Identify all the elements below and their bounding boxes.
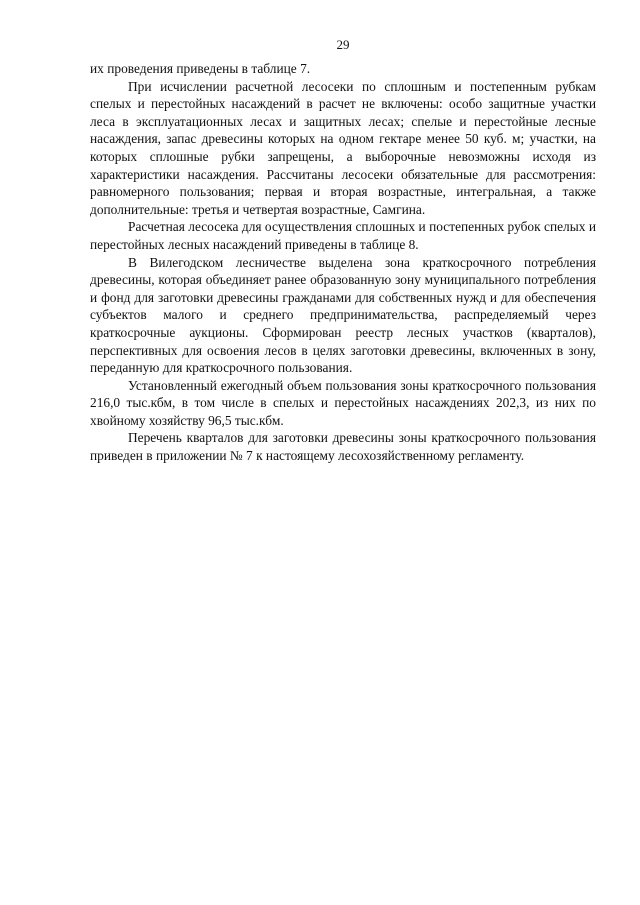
paragraph-annual-volume: Установленный ежегодный объем пользования зоны краткосрочного пользования 216,0 тыс.кбм, в том числе в спелых и перестойных насаждениях 202,3, из них по хвойному хозяйству 96,5 тыс.кбм. (90, 377, 596, 428)
document-body (90, 60, 596, 465)
paragraph-continuation: их проведения приведены в таблице 7. (90, 61, 311, 76)
paragraph-table-reference: Расчетная лесосека для осуществления сплошных и постепенных рубок спелых и перестойных лесных насаждений приведены в таблице 8. (90, 219, 596, 252)
paragraph-short-term-zone: В Вилегодском лесничестве выделена зона краткосрочного потребления древесины, которая объединяет ранее образованную зону муниципального потребления и фонд для заготовки древесины гражданами для собственных нужд и для обеспечения субъектов малого и среднего предпринимательства, распределяемый через краткосрочные аукционы. Сформирован реестр лесных участков (кварталов), перспективных для освоения лесов в целях заготовки древесины, включенных в зону, переданную для краткосрочного пользования. (90, 254, 596, 376)
page-number: 29 (336, 37, 350, 52)
paragraph-cutting-calculation: При исчислении расчетной лесосеки по сплошным и постепенным рубкам спелых и перестойных насаждений в расчет не включены: особо защитные участки леса в эксплуатационных лесах и защитных лесах; спелые и перестойные лесные насаждения, запас древесины которых на одном гектаре менее 50 куб. м; участки, на которых сплошные рубки запрещены, а выборочные невозможны исходя из характеристики насаждения. Рассчитаны лесосеки обязательные для рассмотрения: равномерного пользования; первая и вторая возрастные, интегральная, а также дополнительные: третья и четвертая возрастные, Самгина. (90, 78, 596, 217)
paragraph-appendix-reference: Перечень кварталов для заготовки древесины зоны краткосрочного пользования приведен в приложении № 7 к настоящему лесохозяйственному регламенту. (90, 430, 596, 464)
